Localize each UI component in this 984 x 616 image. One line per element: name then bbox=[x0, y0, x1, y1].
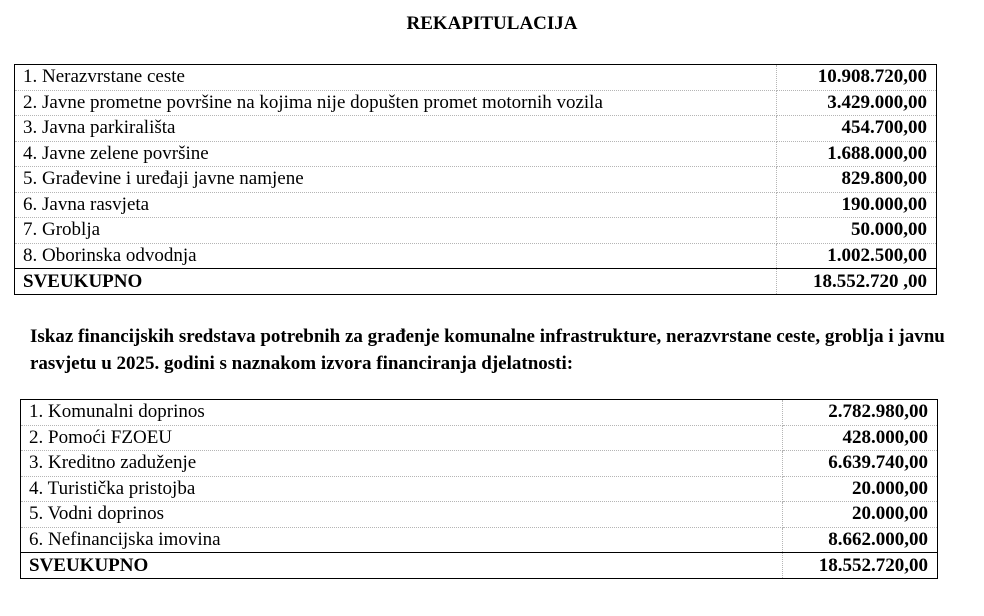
table-row bbox=[15, 243, 937, 269]
table-row bbox=[21, 476, 938, 502]
total-label: SVEUKUPNO bbox=[15, 269, 777, 295]
row-amount: 428.000,00 bbox=[783, 425, 938, 451]
row-label: 4. Turistička pristojba bbox=[21, 476, 783, 502]
total-row bbox=[21, 553, 938, 579]
row-amount: 2.782.980,00 bbox=[783, 400, 938, 426]
total-label: SVEUKUPNO bbox=[21, 553, 783, 579]
table-row bbox=[15, 65, 937, 91]
row-amount: 829.800,00 bbox=[777, 167, 937, 193]
total-amount: 18.552.720 ,00 bbox=[777, 269, 937, 295]
row-label: 4. Javne zelene površine bbox=[15, 141, 777, 167]
total-amount: 18.552.720,00 bbox=[783, 553, 938, 579]
row-amount: 10.908.720,00 bbox=[777, 65, 937, 91]
table-row bbox=[21, 527, 938, 553]
row-label: 2. Javne prometne površine na kojima nije dopušten promet motornih vozila bbox=[15, 90, 777, 116]
row-amount: 1.688.000,00 bbox=[777, 141, 937, 167]
row-amount: 20.000,00 bbox=[783, 502, 938, 528]
funding-sources-table bbox=[20, 399, 938, 579]
row-amount: 20.000,00 bbox=[783, 476, 938, 502]
row-label: 6. Nefinancijska imovina bbox=[21, 527, 783, 553]
table-row bbox=[15, 218, 937, 244]
funding-sources-heading: Iskaz financijskih sredstava potrebnih za građenje komunalne infrastrukture, nerazvrstane ceste, groblja i javnu rasvjetu u 2025. godini s naznakom izvora financiranja djelatnosti: bbox=[30, 326, 945, 374]
page-title: REKAPITULACIJA bbox=[406, 13, 578, 34]
recapitulation-table bbox=[14, 64, 937, 295]
table-row bbox=[15, 141, 937, 167]
row-amount: 454.700,00 bbox=[777, 116, 937, 142]
row-amount: 8.662.000,00 bbox=[783, 527, 938, 553]
row-label: 5. Građevine i uređaji javne namjene bbox=[15, 167, 777, 193]
row-label: 3. Kreditno zaduženje bbox=[21, 451, 783, 477]
table-row bbox=[21, 400, 938, 426]
table-row bbox=[15, 116, 937, 142]
row-label: 3. Javna parkirališta bbox=[15, 116, 777, 142]
table-row bbox=[15, 192, 937, 218]
row-label: 1. Nerazvrstane ceste bbox=[15, 65, 777, 91]
table-row bbox=[21, 502, 938, 528]
table-row bbox=[21, 425, 938, 451]
table-row bbox=[15, 167, 937, 193]
row-amount: 50.000,00 bbox=[777, 218, 937, 244]
row-label: 8. Oborinska odvodnja bbox=[15, 243, 777, 269]
total-row bbox=[15, 269, 937, 295]
row-amount: 1.002.500,00 bbox=[777, 243, 937, 269]
row-label: 5. Vodni doprinos bbox=[21, 502, 783, 528]
row-label: 1. Komunalni doprinos bbox=[21, 400, 783, 426]
row-amount: 3.429.000,00 bbox=[777, 90, 937, 116]
row-label: 2. Pomoći FZOEU bbox=[21, 425, 783, 451]
table-row bbox=[21, 451, 938, 477]
row-label: 7. Groblja bbox=[15, 218, 777, 244]
row-amount: 6.639.740,00 bbox=[783, 451, 938, 477]
table-row bbox=[15, 90, 937, 116]
row-amount: 190.000,00 bbox=[777, 192, 937, 218]
row-label: 6. Javna rasvjeta bbox=[15, 192, 777, 218]
